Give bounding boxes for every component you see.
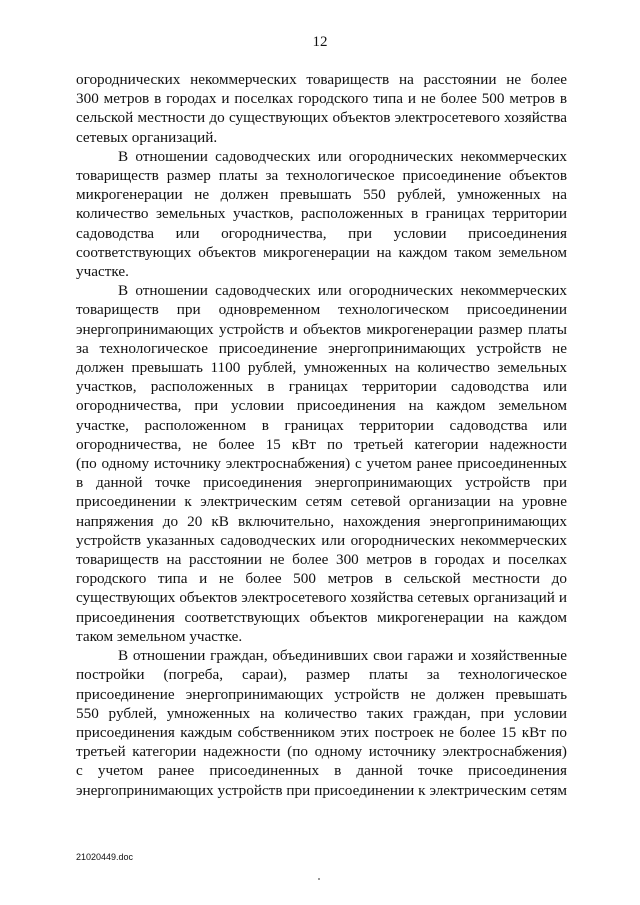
- text-line: товариществ при одновременном технологическом присоединении: [76, 301, 567, 319]
- text-line: В отношении граждан, объединивших свои гаражи и хозяйственные: [118, 647, 567, 665]
- text-line: устройств указанных садоводческих или огороднических некоммерческих: [76, 531, 567, 549]
- text-line: товариществ размер платы за технологическое присоединение объектов: [76, 167, 567, 185]
- text-line: энергопринимающих устройств и объектов микрогенерации размер платы: [76, 320, 567, 338]
- text-line: энергопринимающих устройств при присоединении к электрическим сетям: [76, 781, 567, 799]
- text-line: напряжения до 20 кВ включительно, нахождения энергопринимающих: [76, 512, 567, 530]
- text-line: в данной точке присоединения энергопринимающих устройств при: [76, 474, 567, 492]
- text-line: постройки (погреба, сараи), размер платы за технологическое: [76, 666, 567, 684]
- text-line: количество земельных участков, расположенных в границах территории: [76, 205, 567, 223]
- document-code: 21020449.doc: [76, 852, 134, 862]
- text-line: с учетом ранее присоединенных в данной точке присоединения: [76, 762, 567, 780]
- text-line: существующих объектов электросетевого хозяйства сетевых организаций и: [76, 589, 567, 607]
- text-line: (по одному источнику электроснабжения) с учетом ранее присоединенных: [76, 455, 567, 473]
- text-line: присоединения каждым собственником этих построек не более 15 кВт по: [76, 723, 567, 741]
- text-line: огороднических некоммерческих товариществ на расстоянии не более: [76, 71, 567, 88]
- text-line: третьей категории надежности (по одному источнику электроснабжения): [76, 743, 567, 761]
- text-line: присоединении к электрическим сетям сетевой организации на уровне: [76, 493, 567, 511]
- text-line: сетевых организаций.: [76, 128, 218, 146]
- text-line: садоводства или огородничества, при условии присоединения: [76, 224, 567, 242]
- text-line: соответствующих объектов микрогенерации на каждом таком земельном: [76, 243, 567, 261]
- text-line: за технологическое присоединение энергопринимающих устройств не: [76, 339, 567, 357]
- text-line: В отношении садоводческих или огороднических некоммерческих: [118, 282, 567, 300]
- text-line: сельской местности до существующих объектов электросетевого хозяйства: [76, 109, 567, 127]
- text-line: таком земельном участке.: [76, 627, 243, 645]
- text-line: присоединение энергопринимающих устройств не должен превышать: [76, 685, 567, 703]
- text-line: 550 рублей, умноженных на количество таких граждан, при условии: [76, 704, 567, 722]
- text-line: должен превышать 1100 рублей, умноженных на количество земельных: [76, 359, 567, 377]
- text-line: участке, расположенном в границах территории садоводства или: [76, 416, 567, 434]
- text-line: товариществ на расстоянии не более 300 метров в городах и поселках: [76, 551, 567, 569]
- paragraph-1: [76, 70, 567, 147]
- paragraph-4: [76, 646, 567, 800]
- text-line: В отношении садоводческих или огороднических некоммерческих: [118, 147, 567, 165]
- paragraph-3: [76, 281, 567, 646]
- text-line: присоединения соответствующих объектов микрогенерации на каждом: [76, 608, 567, 626]
- page-number: 12: [312, 34, 328, 50]
- text-line: городского типа и не более 500 метров в сельской местности до: [76, 570, 567, 588]
- text-line: огородничества, не более 15 кВт по третьей категории надежности: [76, 435, 567, 453]
- document-body: [76, 70, 567, 800]
- text-line: микрогенерации не должен превышать 550 рублей, умноженных на: [76, 186, 567, 204]
- text-line: 300 метров в городах и поселках городского типа и не более 500 метров в: [76, 90, 567, 108]
- text-line: участков, расположенных в границах территории садоводства или: [76, 378, 567, 396]
- text-line: огородничества, при условии присоединения на каждом земельном: [76, 397, 567, 415]
- scan-speck: [318, 878, 320, 880]
- text-line: участке.: [76, 263, 129, 281]
- paragraph-2: [76, 147, 567, 281]
